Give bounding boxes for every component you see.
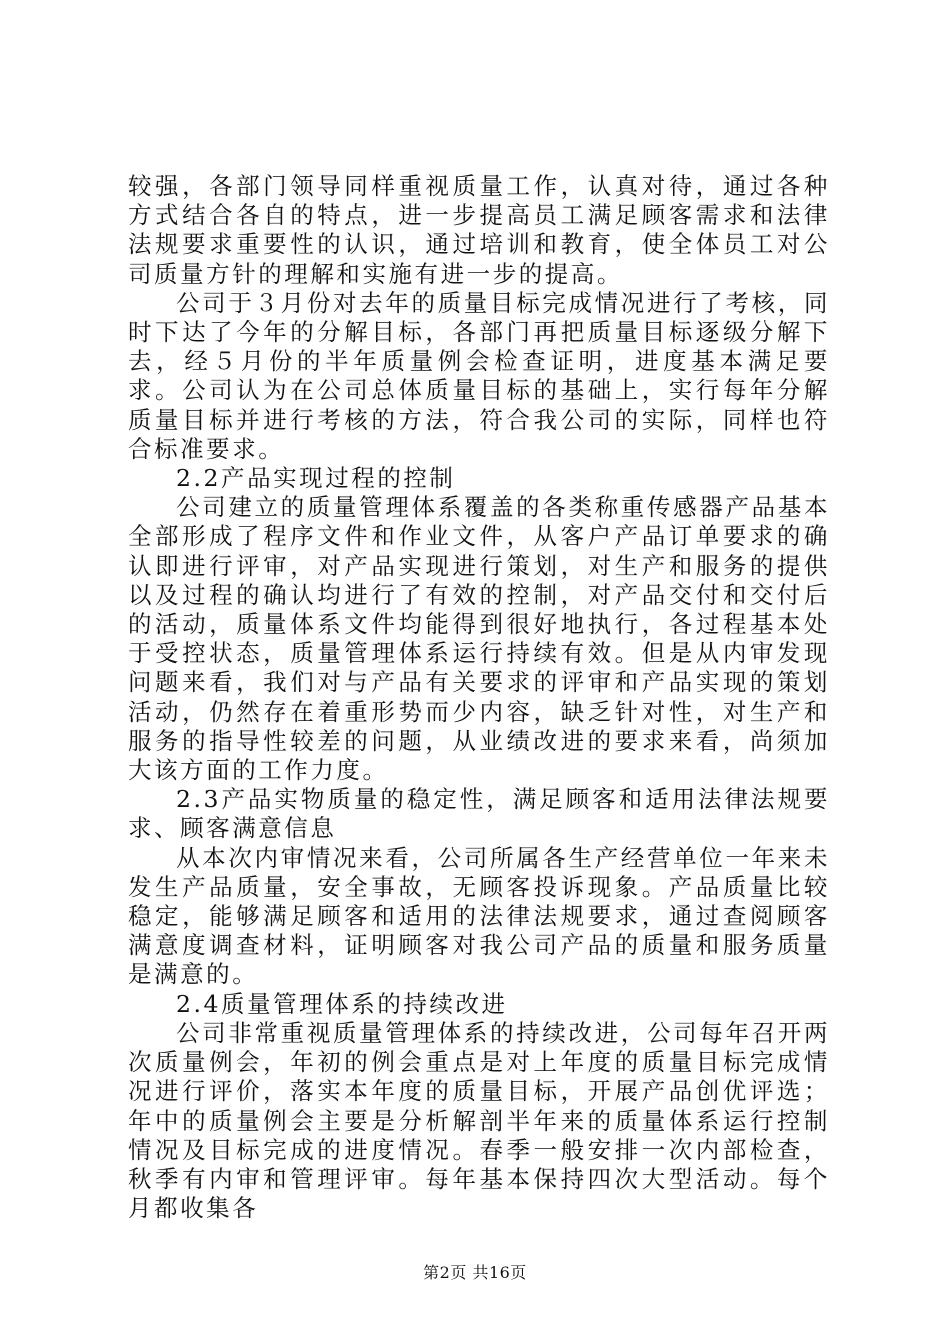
page-number-footer: 第2页 共16页 — [423, 1263, 527, 1282]
paragraph: 公司于３月份对去年的质量目标完成情况进行了考核，同时下达了今年的分解目标，各部门再把质量目标逐级分解下去，经５月份的半年质量例会检查证明，进度基本满足要求。公司认为在公司总体质量目标的基础上，实行每年分解质量目标并进行考核的方法，符合我公司的实际，同样也符合标准要求。 — [128, 288, 830, 463]
section-heading: 2.4质量管理体系的持续改进 — [176, 989, 508, 1018]
paragraph: 公司建立的质量管理体系覆盖的各类称重传感器产品基本全部形成了程序文件和作业文件，从客户产品订单要求的确认即进行评审，对产品实现进行策划，对生产和服务的提供以及过程的确认均进行了有效的控制，对产品交付和交付后的活动，质量体系文件均能得到很好地执行，各过程基本处于受控状态，质量管理体系运行持续有效。但是从内审发现问题来看，我们对与产品有关要求的评审和产品实现的策划活动，仍然存在着重形势而少内容，缺乏针对性，对生产和服务的指导性较差的问题，从业绩改进的要求来看，尚须加大该方面的工作力度。 — [128, 493, 830, 785]
section-heading: 2.2产品实现过程的控制 — [176, 464, 456, 493]
document-body — [128, 172, 830, 1223]
paragraph: 较强，各部门领导同样重视质量工作，认真对待，通过各种方式结合各自的特点，进一步提高员工满足顾客需求和法律法规要求重要性的认识，通过培训和教育，使全体员工对公司质量方针的理解和实施有进一步的提高。 — [128, 172, 830, 288]
paragraph: 从本次内审情况来看，公司所属各生产经营单位一年来未发生产品质量，安全事故，无顾客投诉现象。产品质量比较稳定，能够满足顾客和适用的法律法规要求，通过查阅顾客满意度调查材料，证明顾客对我公司产品的质量和服务质量是满意的。 — [128, 843, 830, 989]
section-heading-paragraph: 2.3产品实物质量的稳定性，满足顾客和适用法律法规要求、顾客满意信息 — [128, 785, 830, 843]
paragraph: 公司非常重视质量管理体系的持续改进，公司每年召开两次质量例会，年初的例会重点是对上年度的质量目标完成情况进行评价，落实本年度的质量目标，开展产品创优评选；年中的质量例会主要是分析解剖半年来的质量体系运行控制情况及目标完成的进度情况。春季一般安排一次内部检查，秋季有内审和管理评审。每年基本保持四次大型活动。每个月都收集各 — [128, 1018, 830, 1223]
